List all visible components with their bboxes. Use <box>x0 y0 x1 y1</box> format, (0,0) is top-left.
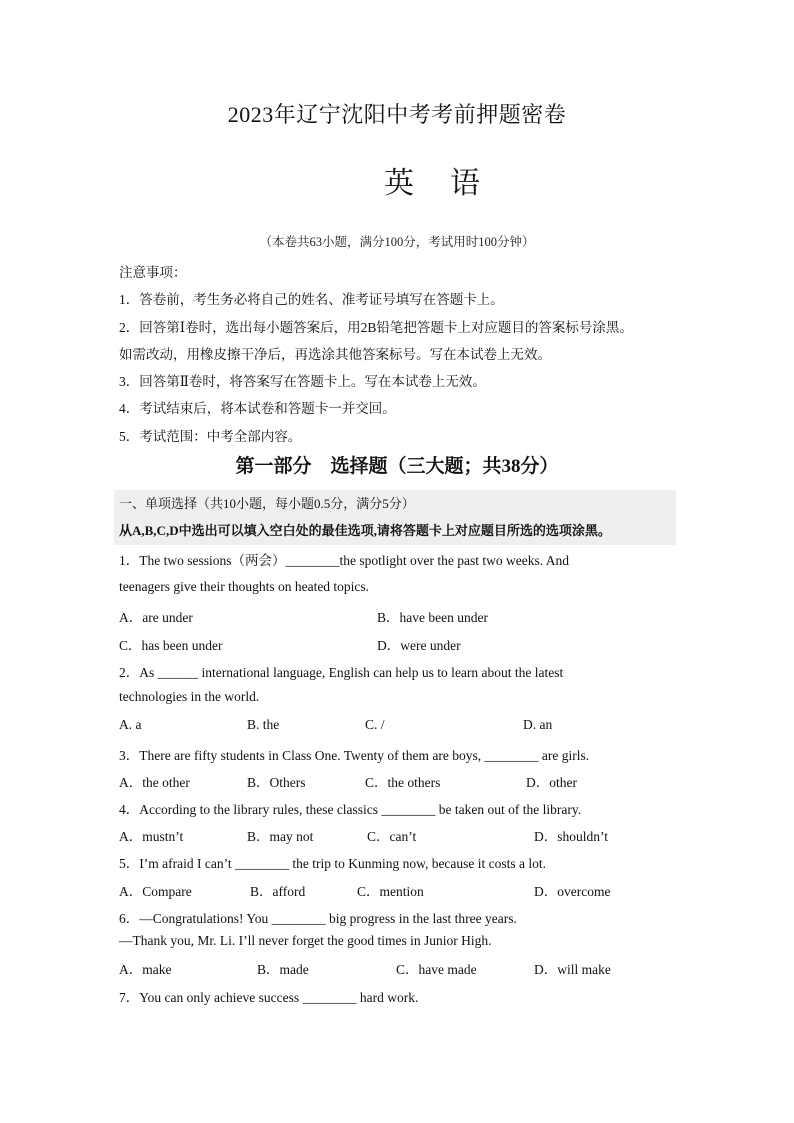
option-b: B．have been under <box>377 610 488 625</box>
question-text: 5．I’m afraid I can’t ________ the trip to Kunming now, because it costs a lot. <box>119 856 547 871</box>
option-c: C．mention <box>357 884 424 899</box>
exam-meta: （本卷共63小题，满分100分，考试用时100分钟） <box>259 235 535 249</box>
option-c: C．the others <box>365 775 441 790</box>
notes-heading: 注意事项： <box>119 265 187 280</box>
note-item: 2．回答第Ⅰ卷时，选出每小题答案后，用2B铅笔把答题卡上对应题目的答案标号涂黑。 <box>119 320 633 335</box>
option-a: A．make <box>119 962 172 977</box>
option-d: D．overcome <box>534 884 611 899</box>
note-item: 4．考试结束后，将本试卷和答题卡一并交回。 <box>119 401 396 416</box>
option-b: B．Others <box>247 775 306 790</box>
option-b: B．made <box>257 962 309 977</box>
option-b: B．may not <box>247 829 314 844</box>
section-instruction: 从A,B,C,D中选出可以填入空白处的最佳选项,请将答题卡上对应题目所选的选项涂黑。 <box>119 523 611 538</box>
option-b: B. the <box>247 717 280 732</box>
part-title: 第一部分 选择题（三大题；共38分） <box>235 456 559 477</box>
option-a: A．are under <box>119 610 193 625</box>
option-d: D．were under <box>377 638 461 653</box>
option-a: A. a <box>119 717 142 732</box>
option-d: D．will make <box>534 962 611 977</box>
option-d: D．shouldn’t <box>534 829 609 844</box>
section-title: 一、单项选择（共10小题，每小题0.5分，满分5分） <box>119 496 415 511</box>
option-c: C．can’t <box>367 829 417 844</box>
question-text: 4．According to the library rules, these classics ________ be taken out of the library. <box>119 802 582 817</box>
exam-title: 2023年辽宁沈阳中考考前押题密卷 <box>227 102 567 127</box>
question-text: 2．As ______ international language, English can help us to learn about the latest <box>119 665 564 680</box>
option-a: A．mustn’t <box>119 829 184 844</box>
option-c: C．has been under <box>119 638 223 653</box>
note-item: 5．考试范围：中考全部内容。 <box>119 429 302 444</box>
question-text: technologies in the world. <box>119 689 260 704</box>
note-item: 如需改动，用橡皮擦干净后，再选涂其他答案标号。写在本试卷上无效。 <box>119 347 551 362</box>
question-text: 7．You can only achieve success ________ hard work. <box>119 990 419 1005</box>
subject-title: 英语 <box>384 167 516 200</box>
option-d: D．other <box>526 775 577 790</box>
question-text: 1．The two sessions（两会）________the spotlight over the past two weeks. And <box>119 553 569 568</box>
option-c: C. / <box>365 717 385 732</box>
option-d: D. an <box>523 717 553 732</box>
question-text: 3．There are fifty students in Class One. Twenty of them are boys, ________ are girls. <box>119 748 590 763</box>
option-b: B．afford <box>250 884 306 899</box>
option-a: A．Compare <box>119 884 192 899</box>
note-item: 3．回答第Ⅱ卷时，将答案写在答题卡上。写在本试卷上无效。 <box>119 374 486 389</box>
option-c: C．have made <box>396 962 477 977</box>
question-text: teenagers give their thoughts on heated topics. <box>119 579 370 594</box>
question-text: 6．—Congratulations! You ________ big progress in the last three years. <box>119 911 517 926</box>
note-item: 1．答卷前，考生务必将自己的姓名、准考证号填写在答题卡上。 <box>119 292 504 307</box>
option-a: A．the other <box>119 775 190 790</box>
question-text: —Thank you, Mr. Li. I’ll never forget the good times in Junior High. <box>119 933 492 948</box>
